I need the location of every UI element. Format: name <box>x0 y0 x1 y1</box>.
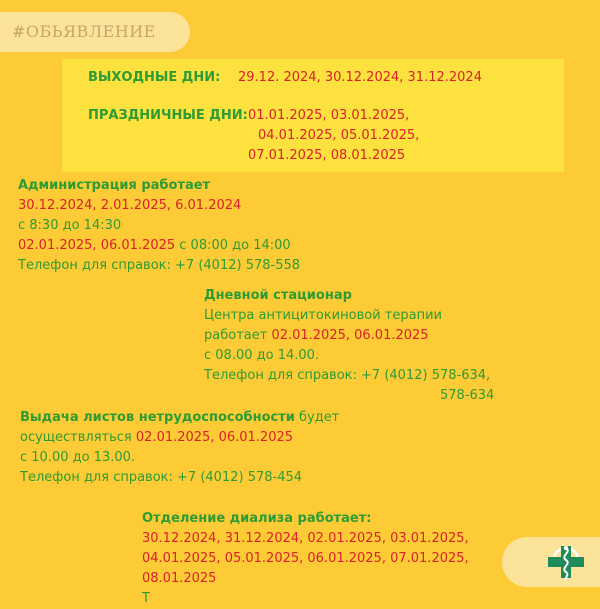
sick-leave-dates: 02.01.2025, 06.01.2025 <box>135 430 294 445</box>
dialysis-dates-line: 08.01.2025 <box>142 571 217 586</box>
sick-leave-heading <box>20 408 339 428</box>
day-hospital-dates: 02.01.2025, 06.01.2025 <box>271 328 429 343</box>
weekend-label: ВЫХОДНЫЕ ДНИ: <box>88 70 221 85</box>
administration-phone: Телефон для справок: +7 (4012) 578-558 <box>18 258 301 273</box>
administration-hours-1: с 8:30 до 14:30 <box>18 218 122 233</box>
sick-leave-title-tail: будет <box>294 410 340 425</box>
day-hospital-schedule <box>204 326 494 346</box>
day-hospital-title: Дневной стационар <box>204 288 352 303</box>
sick-leave-phone: Телефон для справок: +7 (4012) 578-454 <box>20 470 303 485</box>
day-hospital-phone: Телефон для справок: +7 (4012) 578-634, <box>204 368 491 383</box>
day-hospital-phone-2: 578-634 <box>440 388 495 403</box>
dates-box <box>62 59 564 172</box>
holiday-dates-line: 04.01.2025, 05.01.2025, <box>258 128 420 143</box>
announcement-tag-text: #ОБЬЯВЛЕНИЕ <box>12 22 156 41</box>
dialysis-dates-line: 04.01.2025, 05.01.2025, 06.01.2025, 07.01.2025, <box>142 551 469 566</box>
day-hospital-hours: с 08.00 до 14.00. <box>204 348 320 363</box>
holiday-dates <box>248 106 419 166</box>
administration-schedule-2 <box>18 236 300 256</box>
day-hospital-works: работает <box>204 328 272 343</box>
sick-leave-hours: с 10.00 до 13.00. <box>20 450 136 465</box>
administration-dates-2: 02.01.2025, 06.01.2025 <box>18 238 176 253</box>
administration-hours-2: с 08:00 до 14:00 <box>175 238 291 253</box>
dialysis-cut-text: Т <box>142 591 150 606</box>
dialysis-section <box>142 509 469 609</box>
administration-section <box>18 176 300 276</box>
holiday-dates-line: 07.01.2025, 08.01.2025 <box>248 148 406 163</box>
sick-leave-schedule <box>20 428 339 448</box>
weekend-dates: 29.12. 2024, 30.12.2024, 31.12.2024 <box>238 70 482 85</box>
sick-leave-title: Выдача листов нетрудоспособности <box>20 410 295 425</box>
holiday-dates-line: 01.01.2025, 03.01.2025, <box>248 108 410 123</box>
day-hospital-subtitle: Центра антицитокиновой терапии <box>204 308 442 323</box>
logo-pill <box>502 537 600 587</box>
sick-leave-prefix: осуществляться <box>20 430 136 445</box>
announcement-tag <box>0 12 190 52</box>
administration-dates-1: 30.12.2024, 2.01.2025, 6.01.2024 <box>18 198 242 213</box>
medical-cross-logo-icon <box>544 540 588 584</box>
administration-title: Администрация работает <box>18 178 211 193</box>
dialysis-title: Отделение диализа работает: <box>142 511 372 526</box>
day-hospital-section <box>204 286 494 406</box>
sick-leave-section <box>20 408 339 488</box>
dialysis-dates-line: 30.12.2024, 31.12.2024, 02.01.2025, 03.01.2025, <box>142 531 469 546</box>
holiday-label: ПРАЗДНИЧНЫЕ ДНИ: <box>88 108 248 123</box>
